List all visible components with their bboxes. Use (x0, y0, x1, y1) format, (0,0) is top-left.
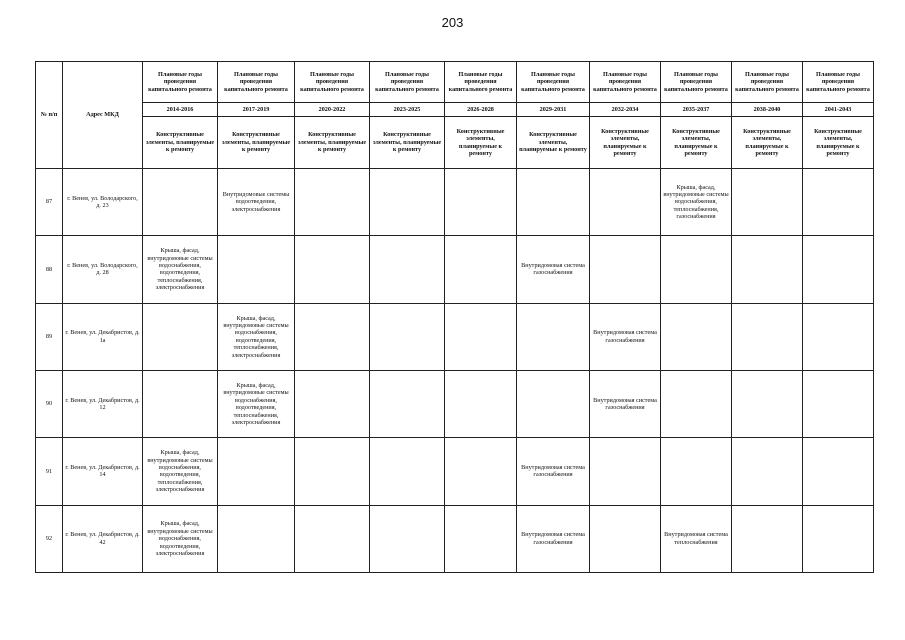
repair-elements-cell (732, 505, 803, 572)
row-number: 87 (36, 169, 63, 236)
table-row (36, 438, 874, 505)
repair-elements-cell (732, 236, 803, 303)
row-address: г. Венев, ул. Декабристов, д. 14 (63, 438, 143, 505)
repair-elements-cell (732, 169, 803, 236)
table-row (36, 236, 874, 303)
repair-elements-cell: Внутридомовая система газоснабжения (590, 303, 661, 370)
header-planned-years: Плановые годы проведения капитального ремонта (295, 62, 370, 103)
repair-elements-cell: Внутридомовая система газоснабжения (517, 505, 590, 572)
repair-elements-cell (370, 370, 445, 437)
header-period: 2014-2016 (143, 103, 218, 117)
repair-elements-cell: Внутридомовая система газоснабжения (590, 370, 661, 437)
header-period: 2041-2043 (803, 103, 874, 117)
header-planned-years: Плановые годы проведения капитального ремонта (803, 62, 874, 103)
repair-elements-cell (661, 370, 732, 437)
repair-elements-cell (517, 169, 590, 236)
repair-elements-cell (803, 236, 874, 303)
repair-elements-cell: Внутридомовая система газоснабжения (517, 236, 590, 303)
repair-elements-cell (370, 438, 445, 505)
repair-elements-cell (590, 236, 661, 303)
repair-elements-cell (445, 303, 517, 370)
repair-elements-cell (143, 169, 218, 236)
header-planned-years: Плановые годы проведения капитального ремонта (732, 62, 803, 103)
repair-elements-cell: Внутридомовая система теплоснабжения (661, 505, 732, 572)
header-elements: Конструктивные элементы, планируемые к ремонту (590, 117, 661, 169)
repair-elements-cell: Крыша, фасад, внутридомовые системы водоснабжения, водоотведения, электроснабжения (143, 505, 218, 572)
repair-elements-cell: Крыша, фасад, внутридомовые системы водоснабжения, водоотведения, теплоснабжения, электроснабжения (143, 438, 218, 505)
repair-elements-cell (295, 236, 370, 303)
repair-elements-cell: Внутридомовые системы водоотведения, электроснабжения (218, 169, 295, 236)
repair-elements-cell: Крыша, фасад, внутридомовые системы водоснабжения, водоотведения, теплоснабжения, электроснабжения (218, 303, 295, 370)
header-planned-years: Плановые годы проведения капитального ремонта (445, 62, 517, 103)
table-body (36, 169, 874, 573)
header-planned-years: Плановые годы проведения капитального ремонта (370, 62, 445, 103)
row-number: 92 (36, 505, 63, 572)
header-elements: Конструктивные элементы, планируемые к ремонту (661, 117, 732, 169)
header-period: 2023-2025 (370, 103, 445, 117)
repair-elements-cell (732, 438, 803, 505)
repair-elements-cell (732, 303, 803, 370)
header-elements: Конструктивные элементы, планируемые к ремонту (143, 117, 218, 169)
header-period: 2032-2034 (590, 103, 661, 117)
repair-elements-cell (218, 236, 295, 303)
repair-elements-cell (732, 370, 803, 437)
repair-elements-cell: Крыша, фасад, внутридомовые системы водоснабжения, теплоснабжения, газоснабжения (661, 169, 732, 236)
header-elements: Конструктивные элементы, планируемые к ремонту (445, 117, 517, 169)
header-elements: Конструктивные элементы, планируемые к ремонту (732, 117, 803, 169)
table-row (36, 303, 874, 370)
repair-elements-cell (445, 505, 517, 572)
repair-elements-cell (445, 370, 517, 437)
repair-elements-cell (370, 236, 445, 303)
header-elements: Конструктивные элементы, планируемые к ремонту (370, 117, 445, 169)
repair-elements-cell (803, 438, 874, 505)
repair-elements-cell (370, 303, 445, 370)
repair-elements-cell (803, 303, 874, 370)
header-address: Адрес МКД (63, 62, 143, 169)
repair-elements-cell (590, 505, 661, 572)
page-number: 203 (441, 15, 464, 30)
header-num: № п/п (36, 62, 63, 169)
repair-elements-cell (517, 303, 590, 370)
repair-elements-cell (295, 370, 370, 437)
repair-elements-cell: Крыша, фасад, внутридомовые системы водоснабжения, водоотведения, теплоснабжения, электроснабжения (143, 236, 218, 303)
repair-elements-cell (218, 505, 295, 572)
repair-elements-cell (370, 169, 445, 236)
table-row (36, 169, 874, 236)
repair-elements-cell (803, 169, 874, 236)
repair-elements-cell (803, 505, 874, 572)
repair-elements-cell (218, 438, 295, 505)
repair-elements-cell (590, 438, 661, 505)
repair-elements-cell (370, 505, 445, 572)
header-period: 2026-2028 (445, 103, 517, 117)
table-row (36, 505, 874, 572)
table-row (36, 370, 874, 437)
header-elements: Конструктивные элементы, планируемые к ремонту (218, 117, 295, 169)
repair-elements-cell (445, 438, 517, 505)
header-elements: Конструктивные элементы, планируемые к ремонту (295, 117, 370, 169)
repair-elements-cell (661, 438, 732, 505)
repair-elements-cell (445, 236, 517, 303)
row-address: г. Венев, ул. Декабристов, д. 1а (63, 303, 143, 370)
header-planned-years: Плановые годы проведения капитального ремонта (661, 62, 732, 103)
repair-elements-cell (517, 370, 590, 437)
repair-elements-cell (661, 303, 732, 370)
row-number: 88 (36, 236, 63, 303)
repair-elements-cell: Крыша, фасад, внутридомовые системы водоснабжения, водоотведения, теплоснабжения, электроснабжения (218, 370, 295, 437)
repair-elements-cell (590, 169, 661, 236)
header-period: 2038-2040 (732, 103, 803, 117)
repair-elements-cell (803, 370, 874, 437)
repair-elements-cell (143, 370, 218, 437)
repair-elements-cell (661, 236, 732, 303)
header-elements: Конструктивные элементы, планируемые к ремонту (517, 117, 590, 169)
header-period: 2020-2022 (295, 103, 370, 117)
row-address: г. Венев, ул. Декабристов, д. 42 (63, 505, 143, 572)
repair-elements-cell (445, 169, 517, 236)
header-period: 2017-2019 (218, 103, 295, 117)
header-elements: Конструктивные элементы, планируемые к ремонту (803, 117, 874, 169)
row-number: 91 (36, 438, 63, 505)
repair-elements-cell (295, 438, 370, 505)
capital-repair-table (35, 61, 874, 573)
repair-elements-cell (295, 303, 370, 370)
repair-elements-cell (143, 303, 218, 370)
row-number: 89 (36, 303, 63, 370)
header-planned-years: Плановые годы проведения капитального ремонта (218, 62, 295, 103)
repair-elements-cell: Внутридомовая система газоснабжения (517, 438, 590, 505)
row-number: 90 (36, 370, 63, 437)
header-period: 2029-2031 (517, 103, 590, 117)
header-period: 2035-2037 (661, 103, 732, 117)
row-address: г. Венев, ул. Володарского, д. 23 (63, 169, 143, 236)
header-planned-years: Плановые годы проведения капитального ремонта (517, 62, 590, 103)
header-planned-years: Плановые годы проведения капитального ремонта (590, 62, 661, 103)
header-planned-years: Плановые годы проведения капитального ремонта (143, 62, 218, 103)
row-address: г. Венев, ул. Володарского, д. 28 (63, 236, 143, 303)
repair-elements-cell (295, 505, 370, 572)
row-address: г. Венев, ул. Декабристов, д. 12 (63, 370, 143, 437)
repair-elements-cell (295, 169, 370, 236)
